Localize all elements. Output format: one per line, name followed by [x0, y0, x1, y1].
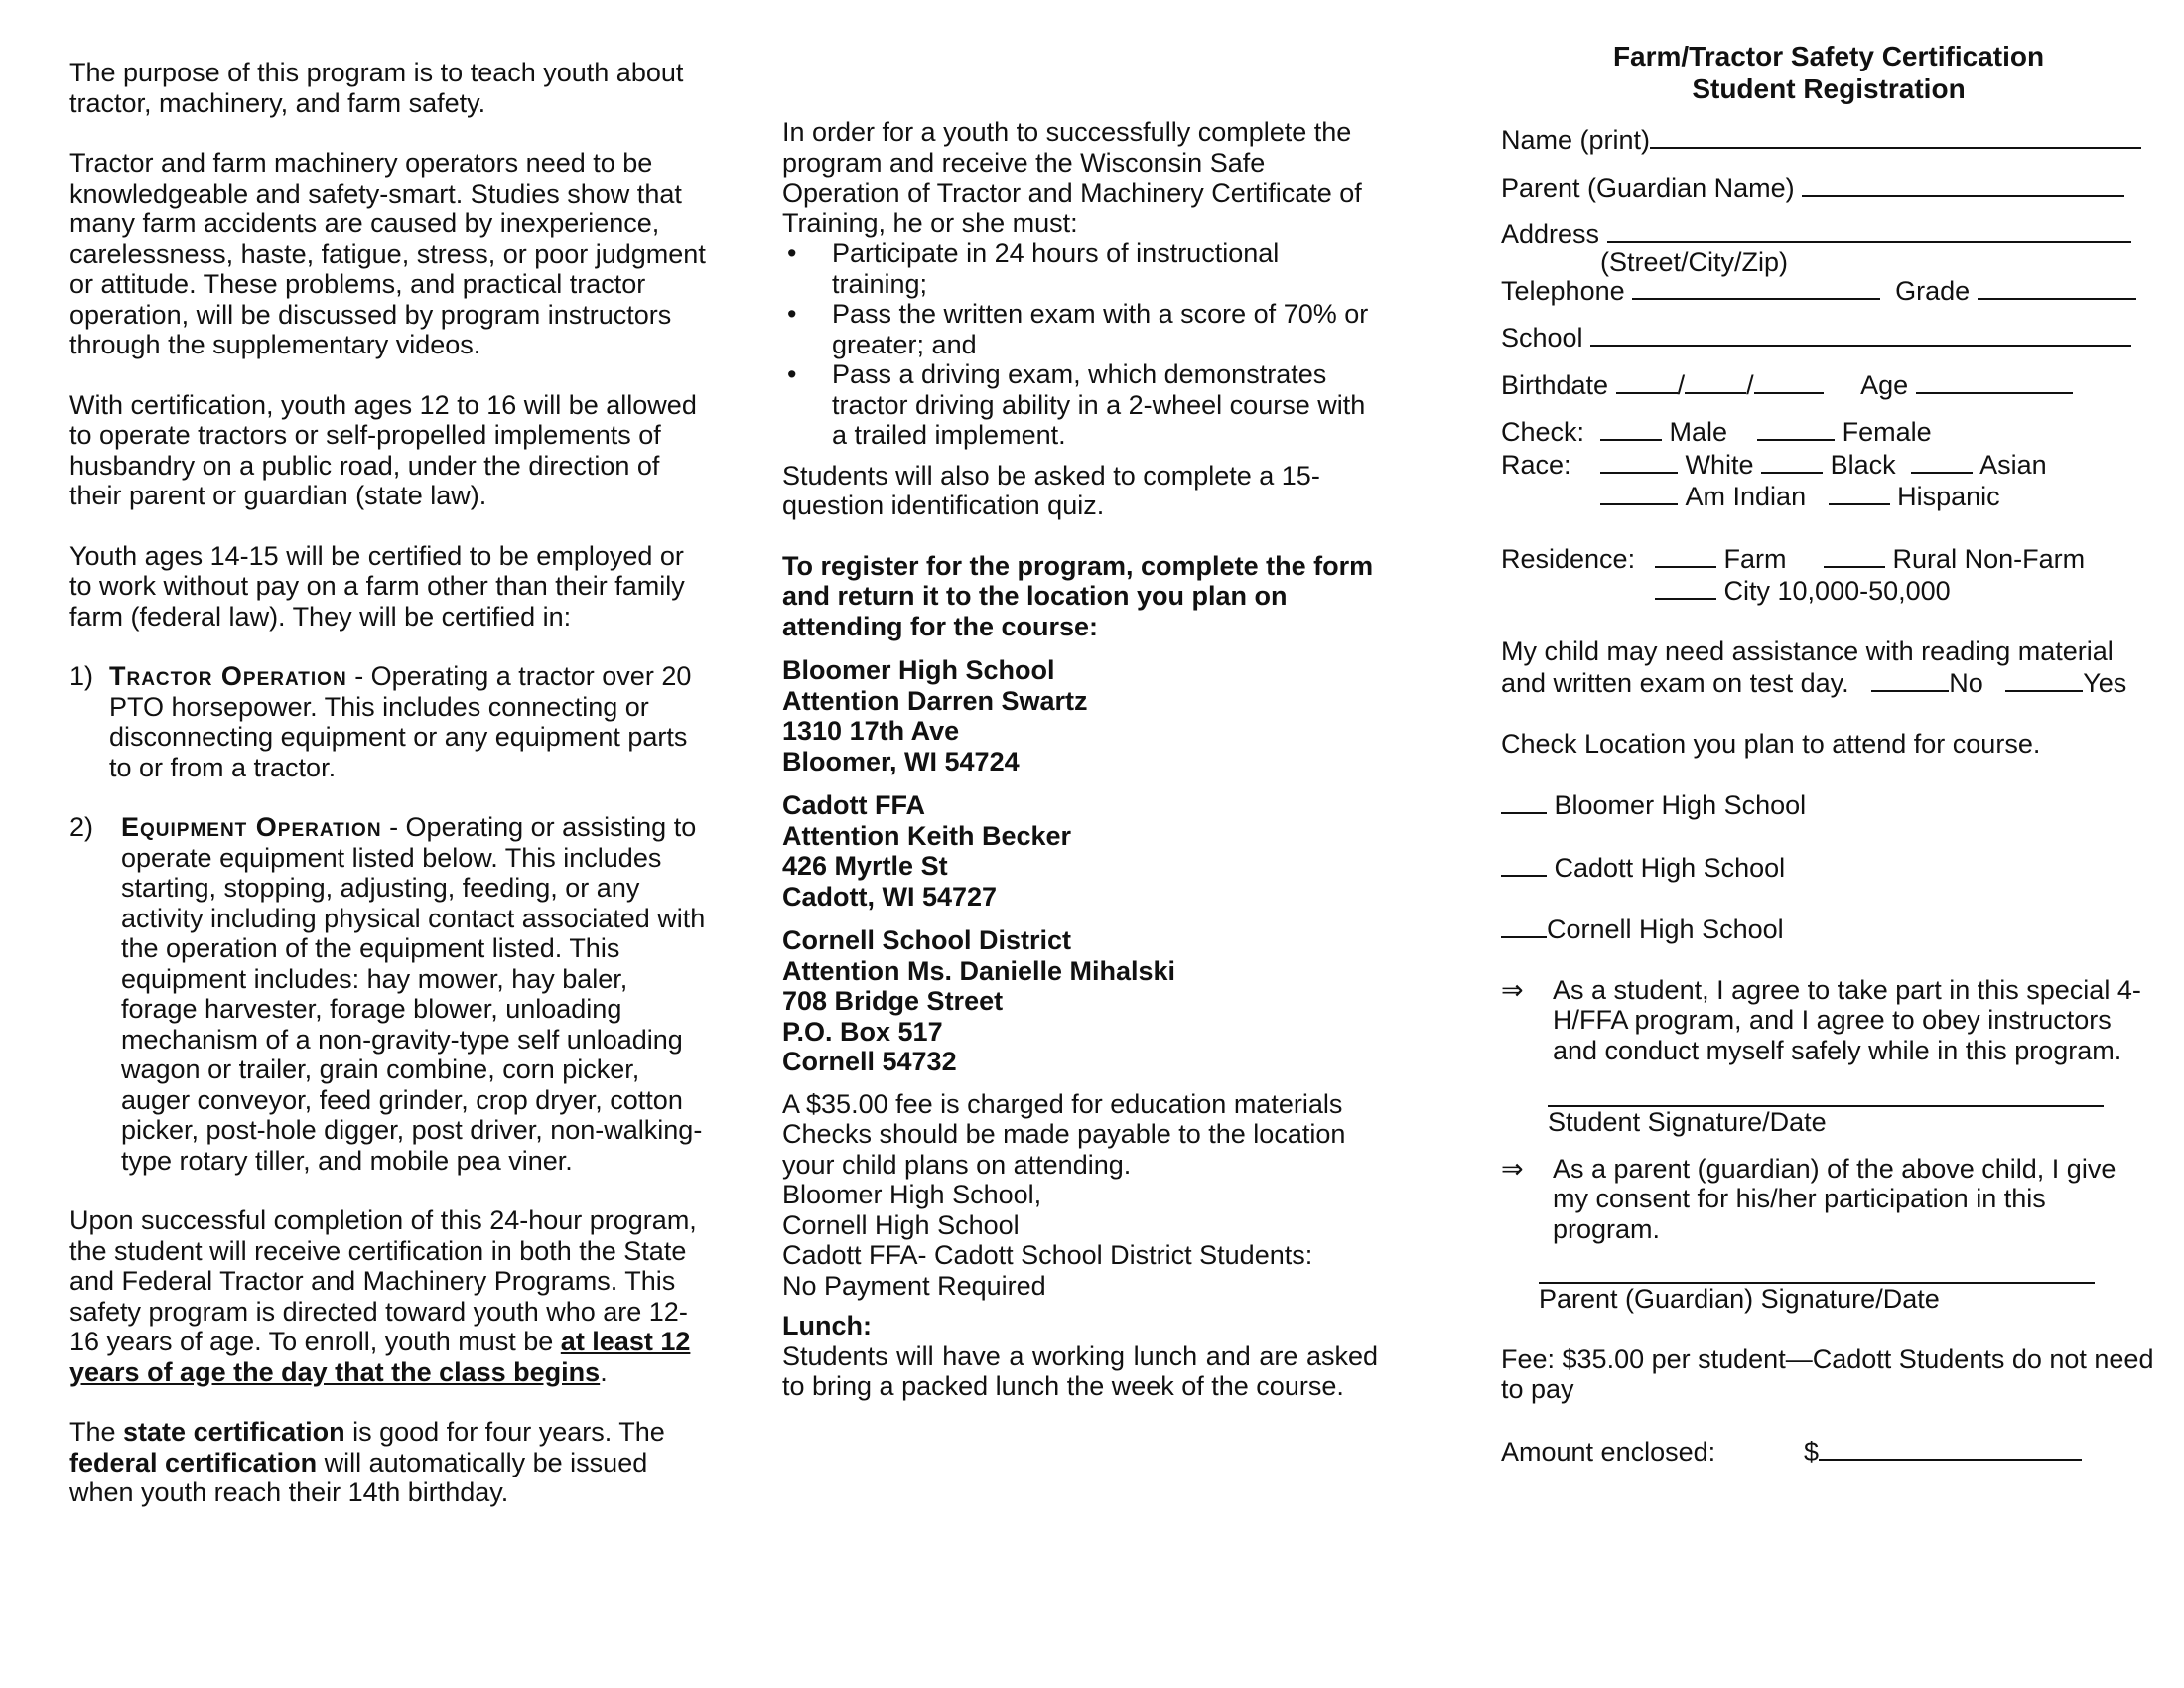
- farm-checkbox[interactable]: [1655, 542, 1716, 568]
- address-line: Attention Ms. Danielle Mihalski: [782, 955, 1176, 986]
- list-item: [782, 359, 1378, 451]
- black-label: Black: [1830, 449, 1896, 480]
- birth-month-field[interactable]: [1616, 368, 1678, 394]
- telephone-label: Telephone: [1501, 275, 1625, 306]
- bullet-text: Participate in 24 hours of instructional training;: [832, 238, 1280, 299]
- fee-line: A $35.00 fee is charged for education materials: [782, 1088, 1343, 1119]
- bullet-icon: •: [787, 238, 797, 268]
- grade-field[interactable]: [1978, 274, 2136, 300]
- female-label: Female: [1842, 417, 1932, 447]
- male-label: Male: [1669, 417, 1728, 447]
- info-column: [69, 58, 710, 1508]
- address-line: Attention Keith Becker: [782, 820, 1072, 851]
- cadott-checkbox[interactable]: [1501, 851, 1547, 877]
- completion-text: Upon successful completion of this 24-hour program, the student will receive certification in both the State and Federal Tractor and Machinery Programs. This safety program is directed toward youth who are 12-16 years of age. To enroll, youth must be: [69, 1205, 697, 1356]
- fee-line: Cadott FFA- Cadott School District Students:: [782, 1240, 1313, 1270]
- form-subtitle: Student Registration: [1692, 73, 1966, 104]
- gender-row: [1501, 415, 2156, 448]
- fee-note: Fee: $35.00 per student—Cadott Students do not need to pay: [1501, 1343, 2154, 1404]
- completion-paragraph: [69, 1205, 710, 1387]
- arrow-icon: ⇒: [1501, 974, 1524, 1005]
- parent-consent: [1501, 1154, 2156, 1245]
- telephone-row: [1501, 274, 2156, 307]
- assistance-row: [1501, 636, 2156, 699]
- age-label: Age: [1860, 369, 1909, 400]
- address-line: P.O. Box 517: [782, 1016, 943, 1047]
- cert-text-a: The: [69, 1417, 124, 1447]
- parent-label: Parent (Guardian Name): [1501, 172, 1795, 203]
- quiz-paragraph: Students will also be asked to complete a 15-question identification quiz.: [782, 460, 1320, 520]
- city-label: City 10,000-50,000: [1723, 576, 1951, 606]
- am-indian-label: Am Indian: [1685, 482, 1807, 511]
- address-line: Cadott, WI 54727: [782, 881, 998, 912]
- school-field[interactable]: [1590, 321, 2131, 347]
- fee-line: No Payment Required: [782, 1270, 1046, 1301]
- tractor-operation-title: Tractor Operation: [109, 661, 347, 691]
- am-indian-checkbox[interactable]: [1600, 480, 1678, 505]
- amount-label: Amount enclosed:: [1501, 1436, 1716, 1467]
- list-item: [782, 238, 1378, 299]
- dollar-sign: $: [1804, 1436, 1820, 1467]
- no-label: No: [1949, 668, 1983, 698]
- school-label: School: [1501, 323, 1583, 352]
- location-bloomer-row: [1501, 788, 2156, 821]
- form-title: Farm/Tractor Safety Certification: [1612, 41, 2045, 71]
- address-line: 708 Bridge Street: [782, 986, 1004, 1016]
- address-line: 1310 17th Ave: [782, 716, 960, 746]
- telephone-field[interactable]: [1632, 274, 1880, 300]
- residence-label: Residence:: [1501, 543, 1636, 574]
- cornell-checkbox[interactable]: [1501, 913, 1547, 938]
- student-signature-line[interactable]: [1548, 1077, 2104, 1107]
- address-hint: (Street/City/Zip): [1600, 246, 1789, 277]
- rural-label: Rural Non-Farm: [1892, 543, 2086, 574]
- date-separator: /: [1746, 369, 1754, 400]
- yes-label: Yes: [2083, 668, 2127, 698]
- equipment-operation-item: [69, 812, 710, 1176]
- address-line: 426 Myrtle St: [782, 851, 948, 881]
- bullet-icon: •: [787, 359, 797, 389]
- bullet-icon: •: [787, 299, 797, 329]
- city-checkbox[interactable]: [1655, 574, 1716, 600]
- parent-signature-label: Parent (Guardian) Signature/Date: [1539, 1284, 1940, 1314]
- birth-day-field[interactable]: [1685, 368, 1746, 394]
- bullet-text: Pass a driving exam, which demonstrates tractor driving ability in a 2-wheel course with a trailed implement.: [832, 359, 1366, 450]
- address-line: Cadott FFA: [782, 790, 925, 820]
- parent-name-field[interactable]: [1802, 171, 2124, 197]
- student-agreement-text: As a student, I agree to take part in this special 4-H/FFA program, and I agree to obey instructors and conduct myself safely while in this program.: [1553, 974, 2141, 1065]
- purpose-paragraph: The purpose of this program is to teach youth about tractor, machinery, and farm safety.: [69, 58, 684, 118]
- birthdate-row: [1501, 368, 2156, 401]
- parent-row: [1501, 171, 2156, 204]
- address-line: Bloomer, WI 54724: [782, 746, 1020, 776]
- address-line: Cornell School District: [782, 925, 1072, 955]
- registration-form: [1501, 40, 2156, 1467]
- requirements-list: [782, 238, 1378, 451]
- farm-label: Farm: [1723, 543, 1787, 574]
- location-cornell-row: [1501, 913, 2156, 945]
- white-label: White: [1685, 449, 1754, 480]
- asian-label: Asian: [1979, 449, 2047, 480]
- amount-row: [1501, 1435, 2156, 1468]
- cornell-address: [782, 925, 1378, 1077]
- requirements-column: [782, 117, 1378, 1402]
- youth-ages-paragraph: Youth ages 14-15 will be certified to be employed or to work without pay on a farm other than their family farm (federal law). They will be certified in:: [69, 540, 685, 632]
- birth-year-field[interactable]: [1754, 368, 1824, 394]
- student-agreement: [1501, 975, 2156, 1066]
- bloomer-label: Bloomer High School: [1554, 790, 1807, 820]
- address-line: Bloomer High School: [782, 655, 1055, 685]
- amount-field[interactable]: [1819, 1435, 2082, 1461]
- address-line: Attention Darren Swartz: [782, 685, 1088, 716]
- hispanic-label: Hispanic: [1897, 482, 2000, 511]
- birthdate-label: Birthdate: [1501, 369, 1609, 400]
- arrow-icon: ⇒: [1501, 1153, 1524, 1184]
- bloomer-address: [782, 655, 1378, 776]
- white-checkbox[interactable]: [1600, 448, 1678, 474]
- age-field[interactable]: [1916, 368, 2073, 394]
- address-row: [1501, 217, 2156, 250]
- location-cadott-row: [1501, 851, 2156, 884]
- cert-text-c: is good for four years. The: [344, 1417, 665, 1447]
- tractor-operation-text: - Operating a tractor over 20 PTO horsepower. This includes connecting or disconnecting equipment or any equipment parts to or from a tractor.: [109, 661, 692, 782]
- certification-duration-paragraph: [69, 1417, 710, 1508]
- equipment-operation-text: - Operating or assisting to operate equipment listed below. This includes starting, stopping, adjusting, feeding, or any activity including physical contact associated with the operation of the equipment listed. This equipment includes: hay mower, hay baler, forage harvester, forage blower, unloading mechanism of a non-gravity-type self unloading wagon or trailer, grain combine, corn picker, auger conveyor, feed grinder, crop dryer, cotton picker, post-hole digger, post driver, non-walking-type rotary tiller, and mobile pea viner.: [121, 812, 706, 1176]
- item-number: 1): [69, 661, 94, 691]
- race-label: Race:: [1501, 449, 1571, 480]
- student-signature-label: Student Signature/Date: [1548, 1107, 1827, 1137]
- state-certification: state certification: [123, 1417, 345, 1447]
- school-row: [1501, 321, 2156, 353]
- cert-text-e: will automatically be issued when youth reach their 14th birthday.: [69, 1447, 648, 1507]
- check-label: Check:: [1501, 417, 1585, 447]
- item-number: 2): [69, 812, 94, 842]
- lunch-title: Lunch:: [782, 1311, 872, 1340]
- male-checkbox[interactable]: [1600, 415, 1662, 441]
- bullet-text: Pass the written exam with a score of 70% or greater; and: [832, 299, 1369, 359]
- hispanic-checkbox[interactable]: [1829, 480, 1890, 505]
- operators-paragraph: Tractor and farm machinery operators need to be knowledgeable and safety-smart. Studies show that many farm accidents are caused by inexperience, carelessness, haste, fatigue, stress, or poor judgment or attitude. These problems, and practical tractor operation, will be discussed by program instructors through the supplementary videos.: [69, 148, 706, 359]
- federal-certification: federal certification: [69, 1447, 318, 1477]
- bloomer-checkbox[interactable]: [1501, 788, 1547, 814]
- date-separator: /: [1677, 369, 1686, 400]
- assistance-no-checkbox[interactable]: [1871, 666, 1949, 692]
- fee-line: Checks should be made payable to the location your child plans on attending.: [782, 1119, 1346, 1180]
- address-line: Cornell 54732: [782, 1047, 957, 1076]
- completion-end: .: [600, 1356, 608, 1387]
- parent-signature-line[interactable]: [1539, 1254, 2095, 1284]
- name-field[interactable]: [1650, 123, 2141, 149]
- equipment-operation-title: Equipment Operation: [121, 812, 382, 842]
- age-requirement: at least 12 years of age the day that the class begins: [69, 1327, 691, 1387]
- lunch-text: Students will have a working lunch and are asked to bring a packed lunch the week of the course.: [782, 1340, 1378, 1401]
- residence-row: [1501, 542, 2156, 575]
- female-checkbox[interactable]: [1757, 415, 1835, 441]
- name-label: Name (print): [1501, 125, 1651, 155]
- fee-line: Bloomer High School,: [782, 1180, 1042, 1209]
- race-row-2: [1501, 480, 2156, 512]
- fee-line: Cornell High School: [782, 1209, 1020, 1240]
- assistance-text: My child may need assistance with reading material and written exam on test day.: [1501, 635, 2114, 698]
- cadott-label: Cadott High School: [1554, 852, 1786, 883]
- rural-checkbox[interactable]: [1824, 542, 1885, 568]
- residence-row-2: [1501, 574, 2156, 607]
- fee-info: [782, 1089, 1378, 1302]
- address-field[interactable]: [1607, 217, 2131, 243]
- cadott-address: [782, 790, 1378, 912]
- certification-paragraph: With certification, youth ages 12 to 16 will be allowed to operate tractors or self-propelled implements of husbandry on a public road, under the direction of their parent or guardian (state law).: [69, 389, 697, 510]
- address-label: Address: [1501, 219, 1600, 249]
- parent-consent-text: As a parent (guardian) of the above child, I give my consent for his/her participation in this program.: [1553, 1153, 2116, 1244]
- black-checkbox[interactable]: [1761, 448, 1823, 474]
- asian-checkbox[interactable]: [1911, 448, 1973, 474]
- requirements-intro: In order for a youth to successfully complete the program and receive the Wisconsin Safe Operation of Tractor and Machinery Certificate of Training, he or she must:: [782, 117, 1362, 238]
- register-instructions: To register for the program, complete the form and return it to the location you plan on attending for the course:: [782, 550, 1374, 641]
- check-location-label: Check Location you plan to attend for course.: [1501, 728, 2041, 759]
- grade-label: Grade: [1895, 275, 1971, 306]
- cornell-label: Cornell High School: [1547, 914, 1784, 944]
- tractor-operation-item: [69, 661, 710, 782]
- assistance-yes-checkbox[interactable]: [2005, 666, 2083, 692]
- name-row: [1501, 123, 2156, 156]
- list-item: [782, 299, 1378, 359]
- race-row: [1501, 448, 2156, 481]
